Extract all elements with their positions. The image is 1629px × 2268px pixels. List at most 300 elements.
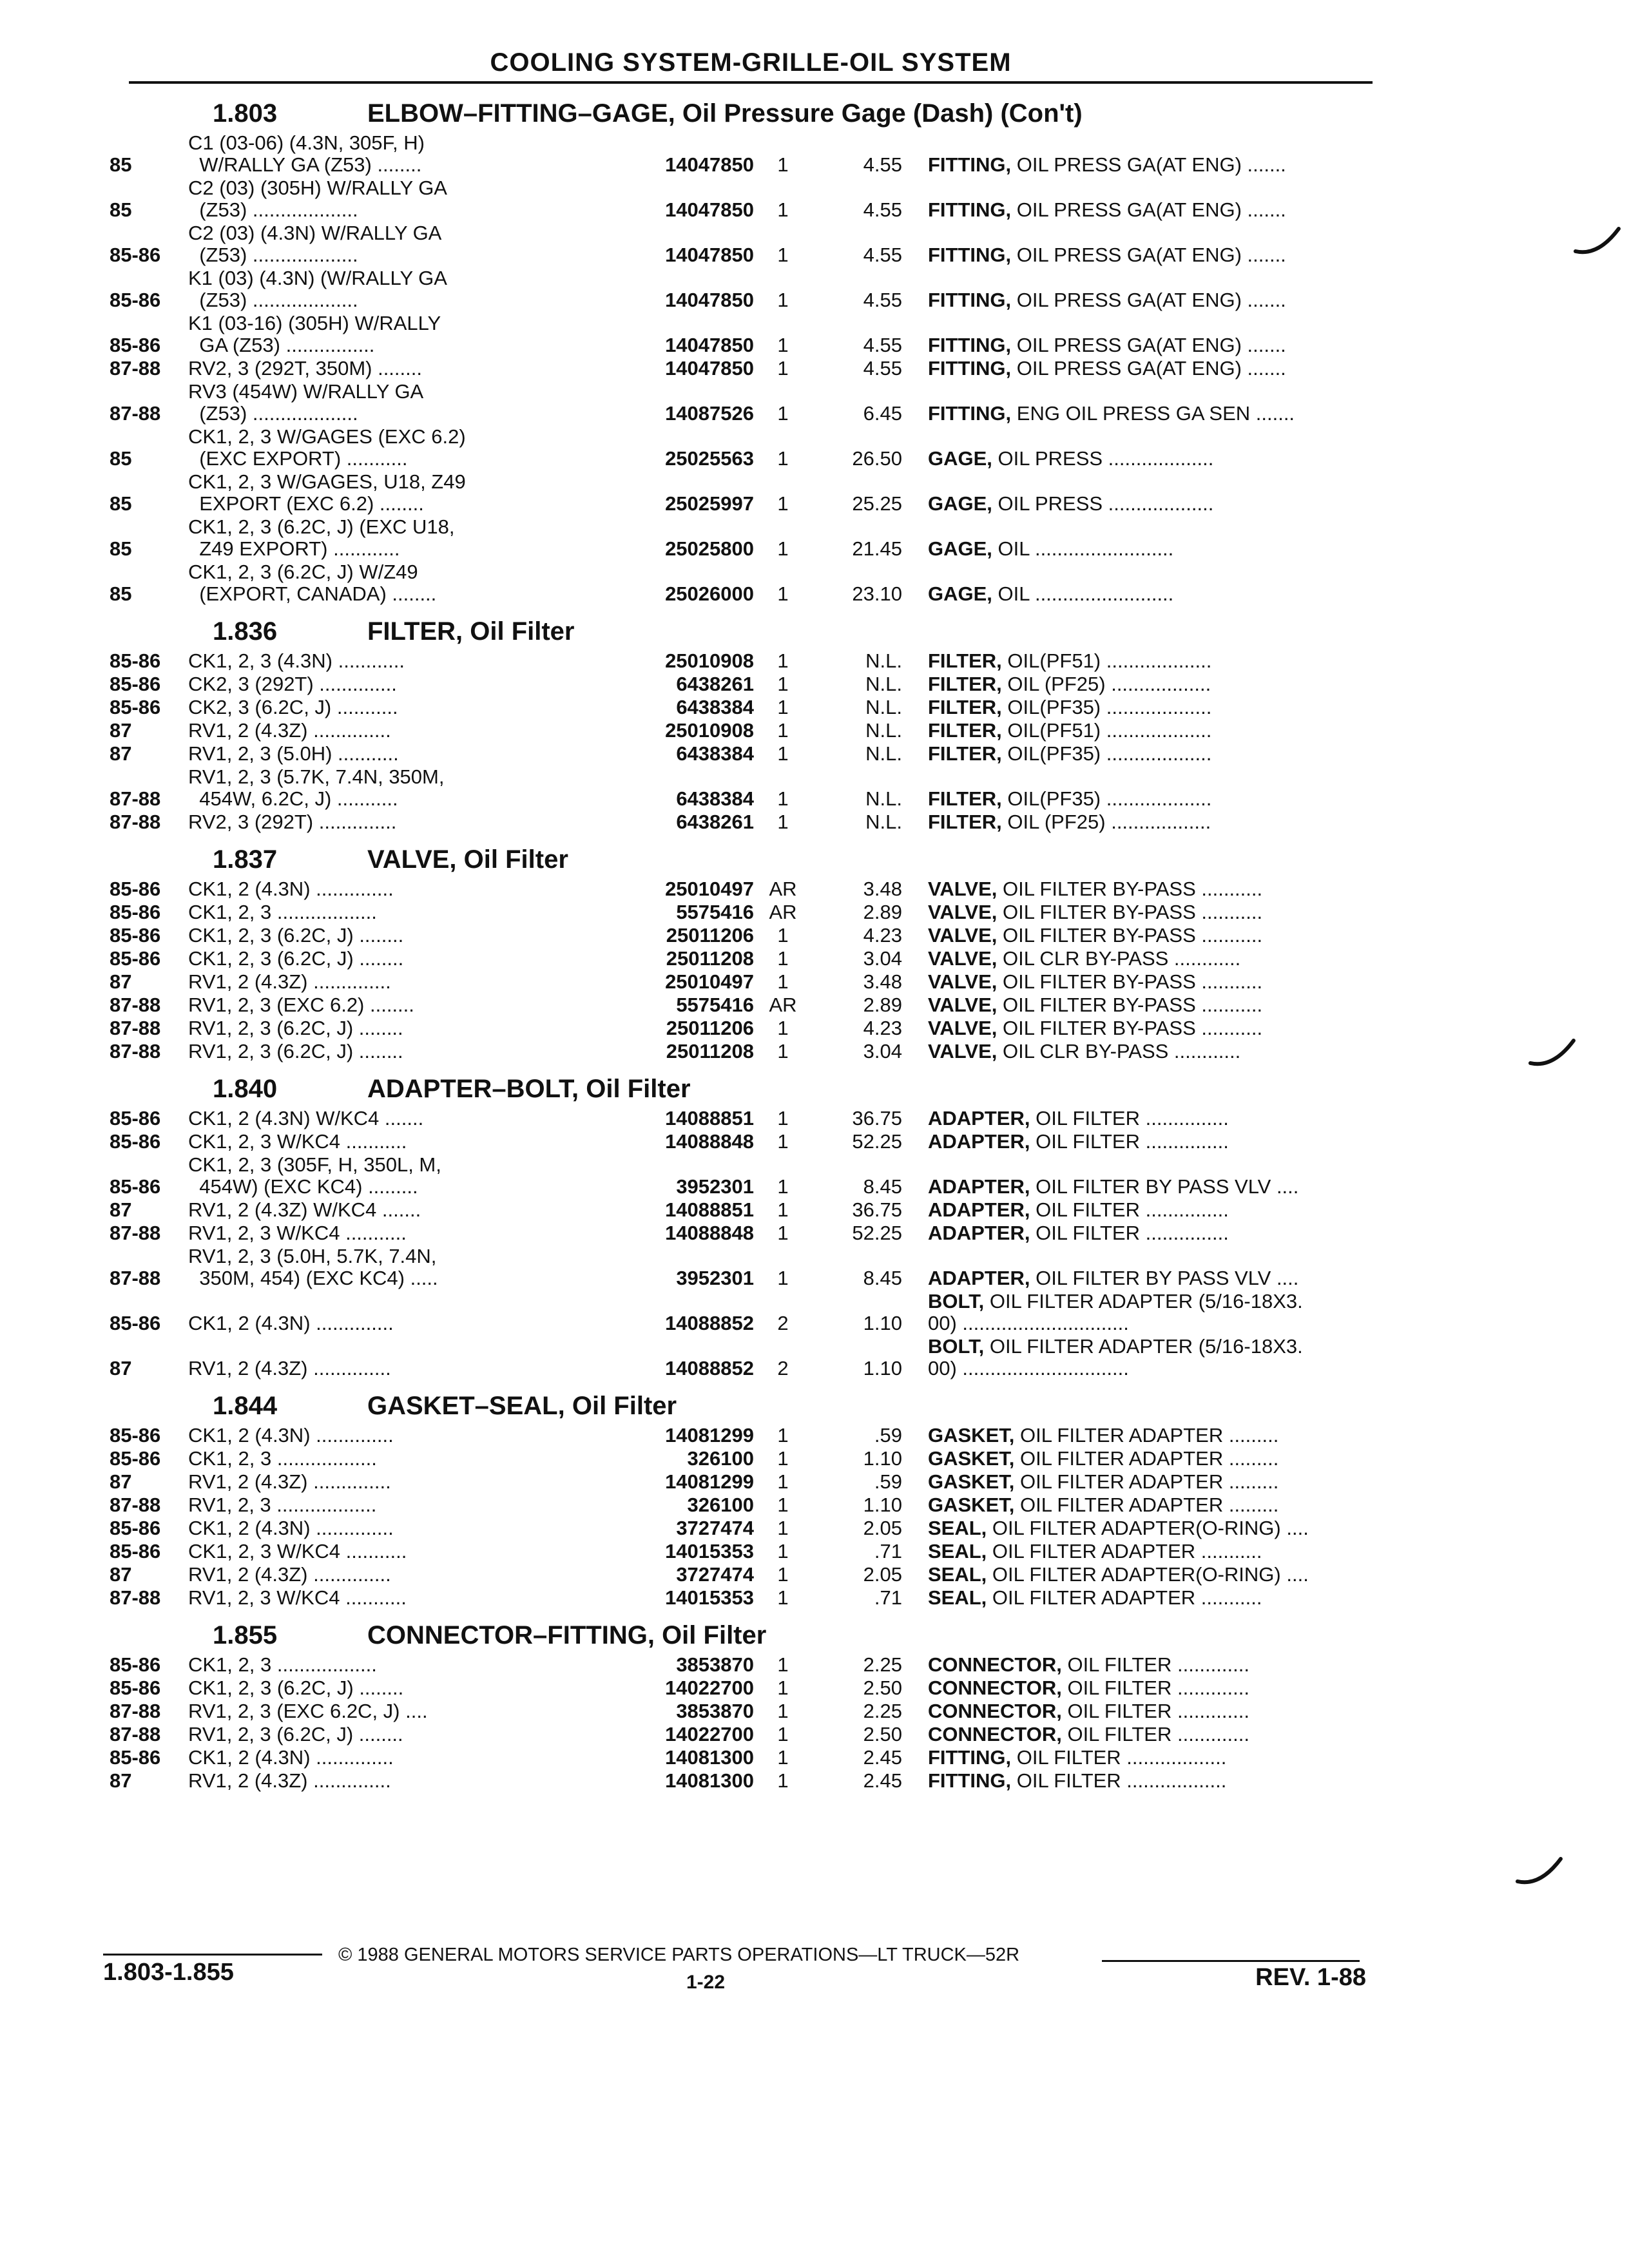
part-name [928, 697, 1373, 718]
table-row [110, 1724, 1373, 1747]
part-name [928, 1587, 1373, 1609]
part-number: 14088848 [665, 1222, 754, 1244]
price: 4.55 [863, 289, 902, 311]
part-name-noun: GAGE, [928, 447, 992, 470]
part-number: 3727474 [676, 1517, 754, 1539]
part-name [928, 1222, 1373, 1244]
part-name-detail: OIL FILTER ADAPTER ......... [1019, 1470, 1279, 1493]
part-number: 3952301 [676, 1175, 754, 1198]
table-row [110, 1041, 1373, 1064]
part-name-detail: OIL FILTER ............. [1067, 1700, 1249, 1722]
part-name-noun: CONNECTOR, [928, 1700, 1062, 1722]
table-row [110, 811, 1373, 834]
part-name [928, 1336, 1373, 1379]
part-name-noun: FITTING, [928, 357, 1012, 380]
part-name-detail: OIL ......................... [998, 537, 1174, 560]
application: CK1, 2, 3 (6.2C, J) W/Z49 (EXPORT, CANADA) ........ [188, 561, 437, 605]
part-name-detail: OIL(PF35) ................... [1007, 742, 1212, 765]
quantity: 1 [777, 1653, 789, 1676]
model-years: 85-86 [110, 334, 161, 356]
part-number: 6438384 [676, 696, 754, 718]
part-name [928, 1131, 1373, 1153]
application: RV2, 3 (292T, 350M) ........ [188, 357, 422, 380]
price: 6.45 [863, 402, 902, 425]
part-name-noun: ADAPTER, [928, 1175, 1030, 1198]
model-years: 87 [110, 719, 132, 742]
quantity: 1 [777, 1769, 789, 1792]
part-name-noun: VALVE, [928, 901, 998, 923]
section-1-803 [110, 93, 1373, 606]
table-row [110, 1017, 1373, 1041]
footer-rule-right [1102, 1960, 1360, 1962]
part-name-noun: SEAL, [928, 1517, 987, 1539]
model-years: 85-86 [110, 1107, 161, 1129]
quantity: 1 [777, 289, 789, 311]
part-name-detail: OIL FILTER BY-PASS ........... [1003, 901, 1263, 923]
application: RV1, 2 (4.3Z) .............. [188, 719, 391, 742]
part-name-detail: OIL FILTER BY-PASS ........... [1003, 878, 1263, 900]
model-years: 85 [110, 153, 132, 176]
application: RV1, 2, 3 (EXC 6.2C, J) .... [188, 1700, 428, 1722]
quantity: 1 [777, 1540, 789, 1562]
model-years: 87 [110, 1563, 132, 1586]
footer-rule-left [103, 1954, 322, 1956]
part-number: 25010497 [665, 970, 754, 993]
model-years: 85-86 [110, 1130, 161, 1153]
price: 8.45 [863, 1175, 902, 1198]
table-row [110, 1108, 1373, 1131]
header-rule [129, 81, 1373, 84]
part-name [928, 720, 1373, 742]
price: .59 [874, 1470, 902, 1493]
quantity: 1 [777, 1017, 789, 1039]
price: 3.48 [863, 878, 902, 900]
part-number: 25010908 [665, 649, 754, 672]
price: 1.10 [863, 1447, 902, 1470]
application: RV1, 2, 3 (6.2C, J) ........ [188, 1040, 403, 1062]
section-title [367, 845, 568, 874]
price: 2.89 [863, 994, 902, 1016]
part-number: 6438384 [676, 787, 754, 810]
table-row [110, 1700, 1373, 1724]
quantity: 1 [777, 742, 789, 765]
part-number: 14088851 [665, 1198, 754, 1221]
price: 2.50 [863, 1677, 902, 1699]
part-name [928, 1564, 1373, 1586]
quantity: 1 [777, 719, 789, 742]
quantity: 1 [777, 537, 789, 560]
table-row [110, 1677, 1373, 1700]
part-name-detail: OIL FILTER BY PASS VLV .... [1036, 1175, 1299, 1198]
model-years: 85-86 [110, 649, 161, 672]
application: CK1, 2 (4.3N) .............. [188, 878, 394, 900]
section-subtitle: Oil Filter [463, 845, 568, 874]
quantity: 1 [777, 198, 789, 221]
application: RV1, 2, 3 (5.0H) ........... [188, 742, 399, 765]
section-heading [110, 1615, 1373, 1654]
application: RV1, 2, 3 (6.2C, J) ........ [188, 1723, 403, 1745]
part-name-noun: BOLT, [928, 1335, 985, 1358]
quantity: 1 [777, 947, 789, 970]
part-number: 14088852 [665, 1312, 754, 1334]
part-number: 25010908 [665, 719, 754, 742]
section-number: 1.855 [213, 1621, 278, 1649]
part-name [928, 334, 1373, 356]
part-name-noun: SEAL, [928, 1563, 987, 1586]
part-name [928, 244, 1373, 266]
part-name-noun: FILTER, [928, 742, 1002, 765]
price: 4.55 [863, 198, 902, 221]
part-name-noun: ADAPTER, [928, 1267, 1030, 1289]
part-number: 5575416 [676, 994, 754, 1016]
part-number: 14081300 [665, 1746, 754, 1769]
part-name-detail: OIL FILTER ADAPTER (5/16-18X3. 00) .............................. [928, 1290, 1303, 1334]
quantity: 1 [777, 649, 789, 672]
section-title-main: FILTER, [367, 617, 463, 646]
table-row [110, 1448, 1373, 1471]
model-years: 85-86 [110, 947, 161, 970]
part-name-noun: FILTER, [928, 696, 1002, 718]
quantity: 1 [777, 1447, 789, 1470]
model-years: 87 [110, 742, 132, 765]
quantity: 1 [777, 1107, 789, 1129]
part-name-noun: FILTER, [928, 811, 1002, 833]
model-years: 87-88 [110, 1723, 161, 1745]
part-name-noun: VALVE, [928, 970, 998, 993]
price: 52.25 [852, 1222, 902, 1244]
part-name-detail: OIL FILTER ADAPTER ........... [992, 1586, 1262, 1609]
part-name-noun: CONNECTOR, [928, 1677, 1062, 1699]
part-name-detail: OIL CLR BY-PASS ............ [1003, 947, 1241, 970]
part-name [928, 1291, 1373, 1334]
price: 4.55 [863, 334, 902, 356]
part-name-noun: FITTING, [928, 334, 1012, 356]
price: 2.25 [863, 1700, 902, 1722]
application: RV1, 2, 3 (5.0H, 5.7K, 7.4N, 350M, 454) (EXC KC4) ..... [188, 1245, 438, 1289]
part-name-noun: GAGE, [928, 492, 992, 515]
part-name [928, 948, 1373, 970]
application: C2 (03) (305H) W/RALLY GA (Z53) ................... [188, 177, 447, 221]
part-name [928, 448, 1373, 470]
section-title-main: CONNECTOR–FITTING, [367, 1621, 655, 1649]
model-years: 87-88 [110, 1267, 161, 1289]
price: 3.04 [863, 947, 902, 970]
part-name-noun: FILTER, [928, 673, 1002, 695]
part-name [928, 1425, 1373, 1446]
application: RV1, 2 (4.3Z) .............. [188, 970, 391, 993]
part-name [928, 1700, 1373, 1722]
part-name-detail: ENG OIL PRESS GA SEN ....... [1016, 402, 1295, 425]
footer-copyright: © 1988 GENERAL MOTORS SERVICE PARTS OPERATIONS—LT TRUCK—52R [338, 1945, 1020, 1965]
section-1-855 [110, 1615, 1373, 1793]
part-name-noun: FITTING, [928, 244, 1012, 266]
part-name [928, 358, 1373, 380]
part-name-detail: OIL FILTER ............... [1036, 1222, 1229, 1244]
price: 8.45 [863, 1267, 902, 1289]
part-number: 6438384 [676, 742, 754, 765]
part-name-detail: OIL FILTER ADAPTER (5/16-18X3. 00) .............................. [928, 1335, 1303, 1379]
part-number: 25011208 [666, 1040, 754, 1062]
footer-section-range: 1.803-1.855 [103, 1959, 234, 1986]
price: 2.89 [863, 901, 902, 923]
part-name-noun: FILTER, [928, 787, 1002, 810]
part-name [928, 538, 1373, 560]
application: C2 (03) (4.3N) W/RALLY GA (Z53) ................... [188, 222, 442, 266]
model-years: 87-88 [110, 1017, 161, 1039]
model-years: 85-86 [110, 1312, 161, 1334]
part-number: 326100 [687, 1494, 754, 1516]
model-years: 85-86 [110, 1175, 161, 1198]
quantity: AR [769, 878, 797, 900]
table-row [110, 673, 1373, 697]
application: RV1, 2, 3 .................. [188, 1494, 377, 1516]
part-name-detail: OIL PRESS GA(AT ENG) ....... [1016, 334, 1286, 356]
part-name [928, 493, 1373, 515]
part-name-noun: ADAPTER, [928, 1130, 1030, 1153]
model-years: 87-88 [110, 1222, 161, 1244]
part-name-detail: OIL FILTER BY PASS VLV .... [1036, 1267, 1299, 1289]
price: N.L. [865, 673, 902, 695]
model-years: 85-86 [110, 244, 161, 266]
part-name-detail: OIL PRESS GA(AT ENG) ....... [1016, 289, 1286, 311]
application: RV1, 2, 3 (EXC 6.2) ........ [188, 994, 414, 1016]
model-years: 85-86 [110, 924, 161, 947]
section-1-844 [110, 1386, 1373, 1610]
application: CK1, 2, 3 W/KC4 ........... [188, 1130, 407, 1153]
section-title [367, 1392, 677, 1421]
application: CK1, 2, 3 .................. [188, 1653, 377, 1676]
part-number: 25011208 [666, 947, 754, 970]
price: 36.75 [852, 1107, 902, 1129]
model-years: 87-88 [110, 1494, 161, 1516]
part-number: 25010497 [665, 878, 754, 900]
quantity: 1 [777, 1517, 789, 1539]
model-years: 87-88 [110, 994, 161, 1016]
part-name-detail: OIL FILTER ............... [1036, 1107, 1229, 1129]
application: CK1, 2, 3 (6.2C, J) (EXC U18, Z49 EXPORT) ............ [188, 515, 455, 560]
model-years: 87 [110, 1198, 132, 1221]
model-years: 87-88 [110, 402, 161, 425]
quantity: 1 [777, 447, 789, 470]
section-1-837 [110, 840, 1373, 1064]
quantity: 1 [777, 970, 789, 993]
part-name-noun: GAGE, [928, 537, 992, 560]
part-name [928, 1747, 1373, 1769]
part-name-detail: OIL FILTER ADAPTER ......... [1019, 1447, 1279, 1470]
part-name-noun: BOLT, [928, 1290, 985, 1312]
quantity: 1 [777, 811, 789, 833]
application: RV1, 2 (4.3Z) .............. [188, 1769, 391, 1792]
part-name-detail: OIL(PF35) ................... [1007, 696, 1212, 718]
application: CK1, 2, 3 (6.2C, J) ........ [188, 924, 404, 947]
application: CK2, 3 (292T) .............. [188, 673, 397, 695]
model-years: 85-86 [110, 1517, 161, 1539]
part-number: 14047850 [665, 244, 754, 266]
part-name [928, 1770, 1373, 1792]
part-name-noun: VALVE, [928, 924, 998, 947]
section-title-main: VALVE, [367, 845, 457, 874]
model-years: 87 [110, 970, 132, 993]
section-1-836 [110, 611, 1373, 834]
table-row [110, 1587, 1373, 1610]
price: N.L. [865, 719, 902, 742]
price: N.L. [865, 649, 902, 672]
part-name [928, 673, 1373, 695]
section-number: 1.803 [213, 99, 278, 128]
application: CK1, 2, 3 .................. [188, 901, 377, 923]
section-title-main: GASKET–SEAL, [367, 1392, 565, 1420]
part-name-noun: ADAPTER, [928, 1107, 1030, 1129]
table-row [110, 948, 1373, 971]
part-name-detail: OIL FILTER BY-PASS ........... [1003, 1017, 1263, 1039]
table-row [110, 1336, 1373, 1381]
table-row [110, 516, 1373, 561]
price: 4.55 [863, 153, 902, 176]
parts-list [110, 93, 1373, 1798]
model-years: 87-88 [110, 787, 161, 810]
application: RV2, 3 (292T) .............. [188, 811, 397, 833]
part-name-noun: GASKET, [928, 1447, 1015, 1470]
table-row [110, 561, 1373, 606]
part-number: 3853870 [676, 1653, 754, 1676]
price: N.L. [865, 811, 902, 833]
model-years: 87-88 [110, 1700, 161, 1722]
table-row [110, 1131, 1373, 1154]
table-row [110, 650, 1373, 673]
application: RV1, 2 (4.3Z) .............. [188, 1357, 391, 1379]
model-years: 85-86 [110, 696, 161, 718]
model-years: 85-86 [110, 289, 161, 311]
quantity: 1 [777, 153, 789, 176]
price: 21.45 [852, 537, 902, 560]
quantity: 1 [777, 1175, 789, 1198]
price: N.L. [865, 696, 902, 718]
part-name-detail: OIL PRESS GA(AT ENG) ....... [1016, 198, 1286, 221]
table-row [110, 766, 1373, 811]
part-name-detail: OIL PRESS ................... [998, 492, 1214, 515]
part-name-noun: CONNECTOR, [928, 1723, 1062, 1745]
application: CK1, 2, 3 (6.2C, J) ........ [188, 947, 404, 970]
table-row [110, 1291, 1373, 1336]
part-name [928, 154, 1373, 176]
page-footer [103, 1945, 1373, 2030]
part-name-noun: VALVE, [928, 994, 998, 1016]
model-years: 85-86 [110, 901, 161, 923]
part-name-detail: OIL PRESS GA(AT ENG) ....... [1016, 244, 1286, 266]
part-name-noun: VALVE, [928, 1040, 998, 1062]
price: 4.23 [863, 924, 902, 947]
part-name-noun: FITTING, [928, 289, 1012, 311]
part-name-detail: OIL FILTER ............. [1067, 1653, 1249, 1676]
section-title [367, 1621, 766, 1650]
part-name-noun: SEAL, [928, 1586, 987, 1609]
part-number: 3952301 [676, 1267, 754, 1289]
application: CK2, 3 (6.2C, J) ........... [188, 696, 398, 718]
part-name-noun: VALVE, [928, 947, 998, 970]
table-row [110, 994, 1373, 1017]
model-years: 85 [110, 492, 132, 515]
table-row [110, 901, 1373, 925]
model-years: 85 [110, 198, 132, 221]
part-name-detail: OIL FILTER BY-PASS ........... [1003, 970, 1263, 993]
section-title-main: ELBOW–FITTING–GAGE, [367, 99, 675, 128]
application: RV1, 2 (4.3Z) W/KC4 ....... [188, 1198, 421, 1221]
application: C1 (03-06) (4.3N, 305F, H) W/RALLY GA (Z53) ........ [188, 131, 425, 176]
quantity: 1 [777, 492, 789, 515]
price: 1.10 [863, 1357, 902, 1379]
quantity: AR [769, 901, 797, 923]
model-years: 87-88 [110, 357, 161, 380]
page-title: COOLING SYSTEM-GRILLE-OIL SYSTEM [490, 48, 1012, 77]
price: 36.75 [852, 1198, 902, 1221]
part-number: 3727474 [676, 1563, 754, 1586]
part-name-detail: OIL PRESS ................... [998, 447, 1214, 470]
model-years: 87-88 [110, 1586, 161, 1609]
application: CK1, 2 (4.3N) W/KC4 ....... [188, 1107, 424, 1129]
part-number: 14015353 [665, 1540, 754, 1562]
part-number: 14022700 [665, 1677, 754, 1699]
price: 3.04 [863, 1040, 902, 1062]
table-row [110, 177, 1373, 222]
price: 4.23 [863, 1017, 902, 1039]
part-name-detail: OIL FILTER ADAPTER(O-RING) .... [992, 1517, 1309, 1539]
part-number: 14015353 [665, 1586, 754, 1609]
table-row [110, 925, 1373, 948]
model-years: 85-86 [110, 1746, 161, 1769]
price: 25.25 [852, 492, 902, 515]
section-subtitle: Oil Filter [572, 1392, 677, 1420]
part-name [928, 1448, 1373, 1470]
model-years: 85-86 [110, 673, 161, 695]
part-name [928, 1267, 1373, 1289]
part-name-noun: GASKET, [928, 1424, 1015, 1446]
model-years: 85-86 [110, 1677, 161, 1699]
part-number: 3853870 [676, 1700, 754, 1722]
part-name-detail: OIL(PF51) ................... [1007, 649, 1212, 672]
part-name-noun: GASKET, [928, 1470, 1015, 1493]
quantity: 1 [777, 1700, 789, 1722]
part-name-noun: CONNECTOR, [928, 1653, 1062, 1676]
section-subtitle: Oil Filter [470, 617, 575, 646]
price: 4.55 [863, 244, 902, 266]
quantity: 2 [777, 1357, 789, 1379]
price: 2.25 [863, 1653, 902, 1676]
application: CK1, 2 (4.3N) .............. [188, 1424, 394, 1446]
part-name-noun: FITTING, [928, 402, 1012, 425]
part-number: 14047850 [665, 357, 754, 380]
application: RV1, 2, 3 (5.7K, 7.4N, 350M, 454W, 6.2C, J) ........... [188, 765, 445, 810]
table-row [110, 426, 1373, 471]
model-years: 85-86 [110, 1447, 161, 1470]
part-name [928, 1176, 1373, 1198]
quantity: 1 [777, 334, 789, 356]
quantity: 1 [777, 244, 789, 266]
part-name-detail: OIL FILTER .................. [1016, 1746, 1227, 1769]
table-row [110, 697, 1373, 720]
part-name-noun: ADAPTER, [928, 1222, 1030, 1244]
part-name [928, 1541, 1373, 1562]
section-heading [110, 1386, 1373, 1425]
application: K1 (03) (4.3N) (W/RALLY GA (Z53) ................... [188, 267, 447, 311]
part-name [928, 403, 1373, 425]
section-heading [110, 840, 1373, 878]
price: .71 [874, 1540, 902, 1562]
table-row [110, 720, 1373, 743]
price: 3.48 [863, 970, 902, 993]
binding-mark-icon [1527, 1037, 1579, 1070]
part-name-detail: OIL PRESS GA(AT ENG) ....... [1016, 357, 1286, 380]
part-number: 25025800 [665, 537, 754, 560]
